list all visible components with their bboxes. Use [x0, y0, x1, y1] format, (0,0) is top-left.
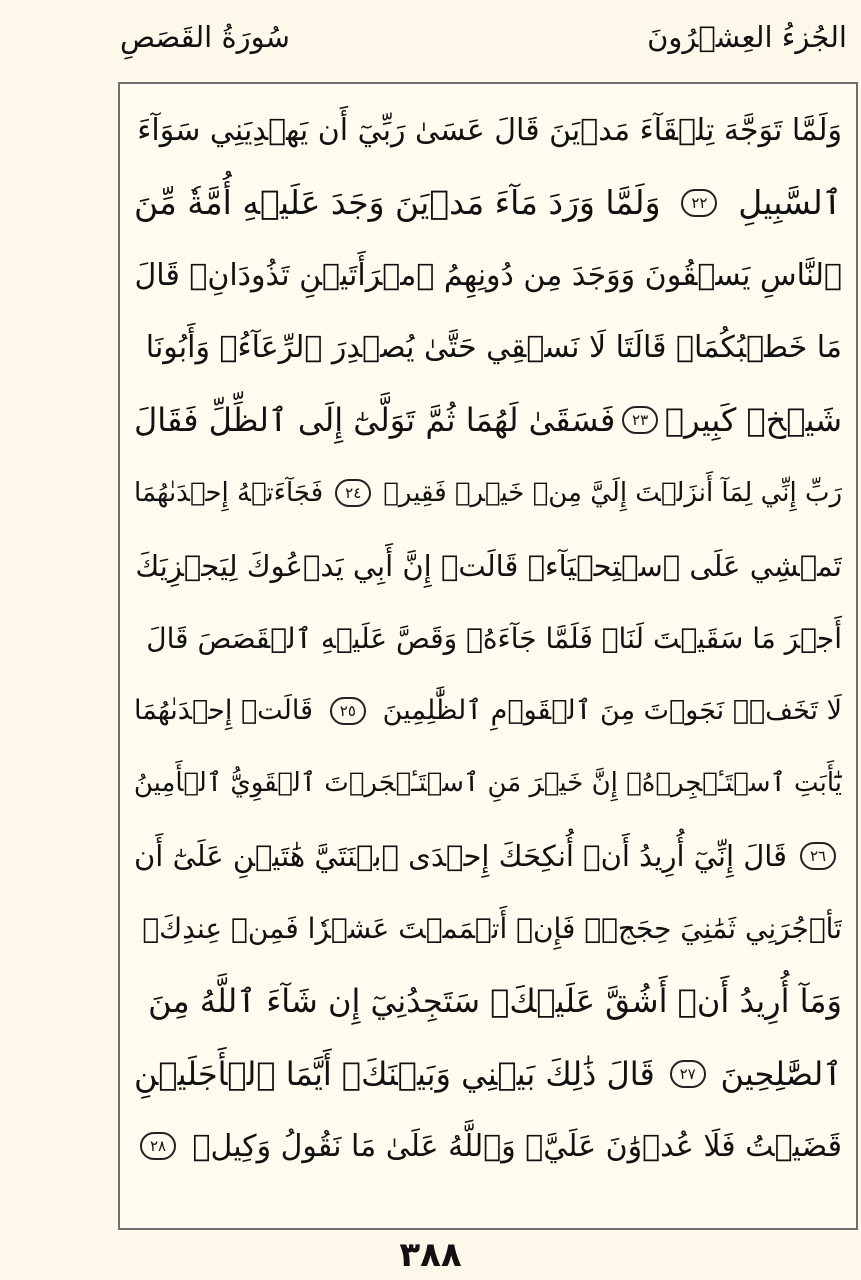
verse-line	[134, 602, 842, 674]
ayah-number-marker: ٢٢	[681, 189, 717, 217]
verse-line	[134, 1038, 842, 1110]
ayah-number-marker: ٢٥	[330, 697, 366, 725]
verse-line	[134, 239, 842, 311]
text-frame	[118, 82, 858, 1230]
verse-line	[134, 1110, 842, 1182]
verse-text: وَلَمَّا تَوَجَّهَ تِلۡقَآءَ مَدۡيَنَ قَالَ عَسَىٰ رَبِّيٓ أَن يَهۡدِيَنِي سَوَآءَ	[137, 112, 842, 148]
verse-line	[134, 312, 842, 384]
verse-line	[134, 530, 842, 602]
verse-text: وَمَآ أُرِيدُ أَنۡ أَشُقَّ عَلَيۡكَۚ سَتَجِدُنِيٓ إِن شَآءَ ٱللَّهُ مِنَ	[148, 982, 842, 1021]
ayah-number-marker: ٢٧	[670, 1060, 706, 1088]
verse-text: رَبِّ إِنِّي لِمَآ أَنزَلۡتَ إِلَيَّ مِنۡ خَيۡرٖ فَقِيرٞ	[383, 478, 842, 508]
verse-text: قَالَ ذَٰلِكَ بَيۡنِي وَبَيۡنَكَۖ أَيَّمَا ٱلۡأَجَلَيۡنِ	[134, 1054, 655, 1093]
verse-text: أَجۡرَ مَا سَقَيۡتَ لَنَاۚ فَلَمَّا جَآءَهُۥ وَقَصَّ عَلَيۡهِ ٱلۡقَصَصَ قَالَ	[146, 621, 842, 655]
verse-text: وَلَمَّا وَرَدَ مَآءَ مَدۡيَنَ وَجَدَ عَلَيۡهِ أُمَّةٗ مِّنَ	[134, 183, 661, 223]
verse-line	[134, 457, 842, 529]
verse-line	[134, 747, 842, 819]
page-number: ٣٨٨	[399, 1235, 462, 1275]
page-header	[0, 0, 861, 80]
verse-line	[134, 167, 842, 239]
verse-line	[134, 384, 842, 456]
verse-text: مَا خَطۡبُكُمَاۖ قَالَتَا لَا نَسۡقِي حَتَّىٰ يُصۡدِرَ ٱلرِّعَآءُۖ وَأَبُونَا	[145, 330, 842, 366]
verse-text: قَالَ إِنِّيٓ أُرِيدُ أَنۡ أُنكِحَكَ إِحۡدَى ٱبۡنَتَيَّ هَٰتَيۡنِ عَلَىٰٓ أَن	[134, 839, 788, 873]
verse-text: ٱلنَّاسِ يَسۡقُونَ وَوَجَدَ مِن دُونِهِمُ ٱمۡرَأَتَيۡنِ تَذُودَانِۖ قَالَ	[134, 257, 842, 293]
verse-text: قَالَتۡ إِحۡدَىٰهُمَا	[134, 695, 314, 727]
verse-text: شَيۡخٞ كَبِيرٞ	[664, 401, 842, 440]
juz-title: الجُزءُ العِشۡرُونَ	[647, 20, 847, 54]
verse-text: قَضَيۡتُ فَلَا عُدۡوَٰنَ عَلَيَّۖ وَٱللَّهُ عَلَىٰ مَا نَقُولُ وَكِيلٞ	[192, 1128, 842, 1164]
ayah-number-marker: ٢٦	[800, 842, 836, 870]
verse-text: فَسَقَىٰ لَهُمَا ثُمَّ تَوَلَّىٰٓ إِلَى ٱلظِّلِّ فَقَالَ	[134, 401, 616, 440]
verse-text: لَا تَخَفۡۖ نَجَوۡتَ مِنَ ٱلۡقَوۡمِ ٱلظَّٰلِمِينَ	[382, 695, 842, 727]
verse-text: تَمۡشِي عَلَى ٱسۡتِحۡيَآءٖ قَالَتۡ إِنَّ أَبِي يَدۡعُوكَ لِيَجۡزِيَكَ	[135, 548, 842, 583]
ayah-number-marker: ٢٨	[140, 1132, 176, 1160]
verse-text: ٱلسَّبِيلِ	[738, 183, 842, 223]
verse-line	[134, 94, 842, 166]
verse-line	[134, 893, 842, 965]
ayah-number-marker: ٢٤	[335, 479, 371, 507]
verse-line	[134, 820, 842, 892]
ayah-number-marker: ٢٣	[622, 406, 658, 434]
verse-line	[134, 675, 842, 747]
verse-text: ٱلصَّٰلِحِينَ	[720, 1054, 842, 1093]
verse-text: يَٰٓأَبَتِ ٱسۡتَـٔۡجِرۡهُۖ إِنَّ خَيۡرَ مَنِ ٱسۡتَـٔۡجَرۡتَ ٱلۡقَوِيُّ ٱلۡأَمِينُ	[134, 768, 842, 799]
verse-line	[134, 965, 842, 1037]
verse-text: فَجَآءَتۡهُ إِحۡدَىٰهُمَا	[134, 478, 324, 508]
verse-text: تَأۡجُرَنِي ثَمَٰنِيَ حِجَجٖۖ فَإِنۡ أَتۡمَمۡتَ عَشۡرٗا فَمِنۡ عِندِكَۖ	[142, 912, 842, 946]
surah-title: سُورَةُ القَصَصِ	[120, 20, 290, 54]
